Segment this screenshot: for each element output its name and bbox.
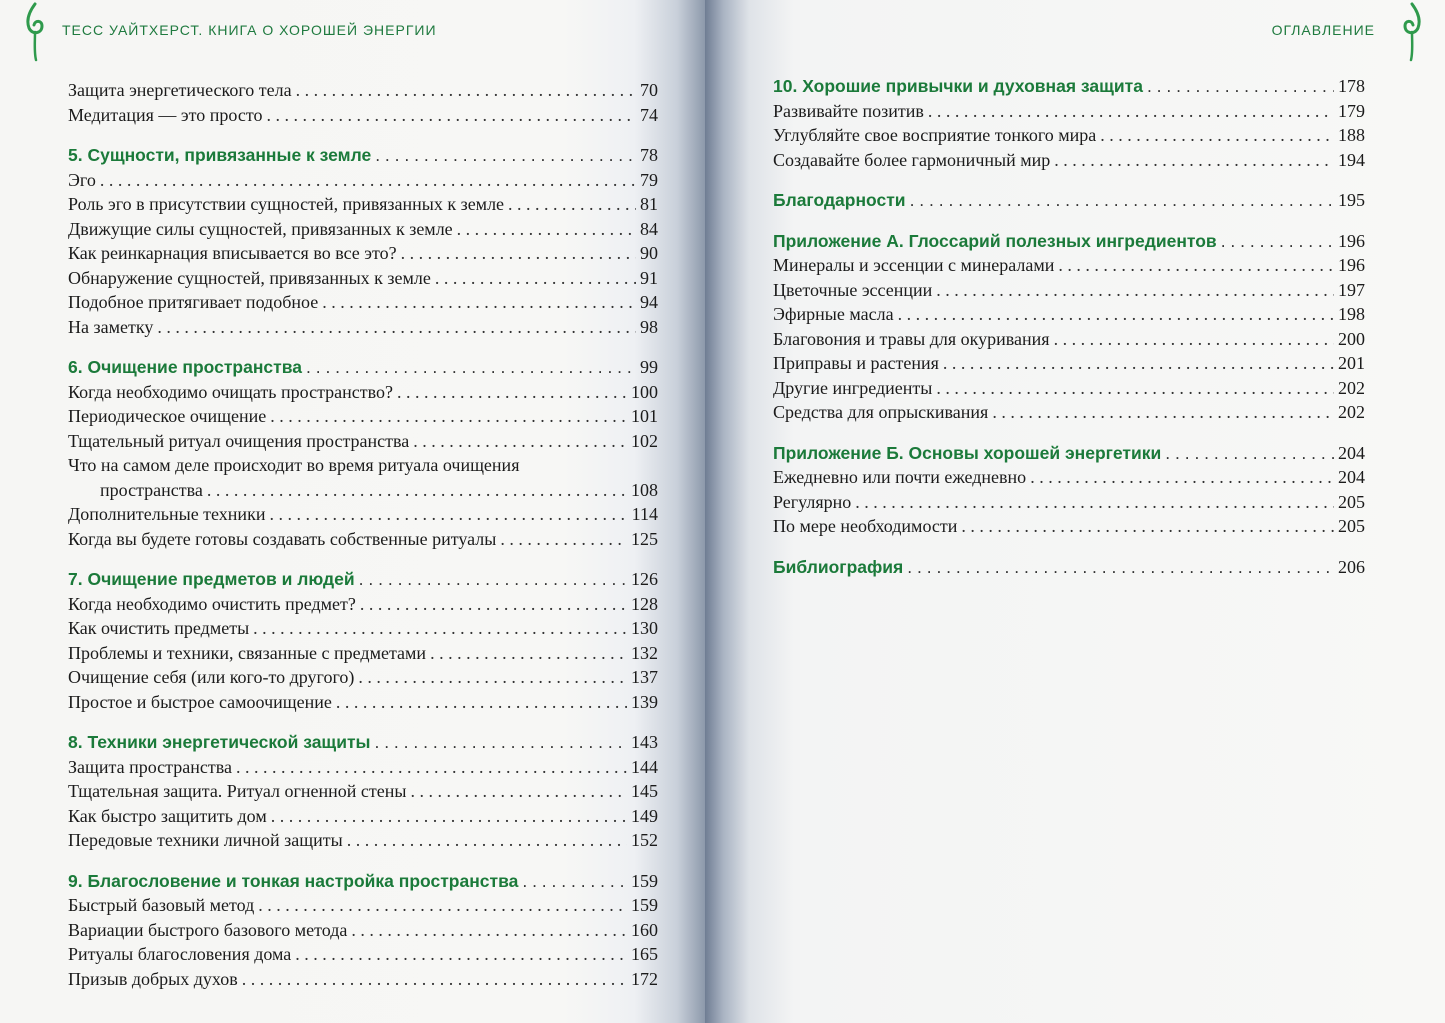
toc-entry <box>68 290 658 315</box>
entry-title: Передовые техники личной защиты <box>68 830 343 850</box>
entry-title: Приложение Б. Основы хорошей энергетики <box>773 442 1162 463</box>
page-number: 196 <box>1338 255 1365 275</box>
dot-leader <box>375 143 636 168</box>
entry-title: Когда вы будете готовы создавать собственные ритуалы <box>68 528 497 549</box>
page-number: 188 <box>1338 125 1365 145</box>
dot-leader <box>253 616 627 641</box>
entry-title: 6. Очищение пространства <box>68 357 302 377</box>
page-number: 84 <box>640 218 658 239</box>
toc-entry <box>773 148 1365 173</box>
page-number: 197 <box>1338 279 1365 300</box>
page-number: 179 <box>1338 100 1365 121</box>
page-number: 195 <box>1338 190 1365 210</box>
toc-entry <box>773 253 1365 278</box>
toc-entry <box>68 828 658 853</box>
entry-title: Вариации быстрого базового метода <box>68 919 348 940</box>
entry-title: Когда необходимо очищать пространство? <box>68 381 393 402</box>
entry-title: Быстрый базовый метод <box>68 895 255 915</box>
toc-entry <box>773 490 1365 515</box>
toc-entry <box>68 616 658 641</box>
toc-entry <box>68 168 658 193</box>
toc-list-right <box>773 74 1365 579</box>
dot-leader <box>992 400 1334 425</box>
toc-entry <box>68 527 658 552</box>
dot-leader <box>296 78 636 103</box>
toc-entry <box>68 942 658 967</box>
page-number: 143 <box>631 732 658 752</box>
entry-title: Дополнительные техники <box>68 504 266 524</box>
toc-entry <box>773 465 1365 490</box>
page-number: 126 <box>631 569 658 589</box>
entry-title: Как реинкарнация вписывается во все это? <box>68 243 397 263</box>
dot-leader <box>360 592 627 617</box>
page-number: 144 <box>631 756 658 777</box>
entry-title: Очищение себя (или кого-то другого) <box>68 667 355 687</box>
entry-title: пространства <box>100 479 203 500</box>
page-number: 137 <box>631 667 658 687</box>
toc-entry <box>68 918 658 943</box>
dot-leader <box>347 828 627 853</box>
toc-chapter-entry <box>773 188 1365 213</box>
entry-title: Приложение А. Глоссарий полезных ингредиентов <box>773 230 1217 251</box>
toc-chapter-entry <box>773 555 1365 580</box>
dot-leader <box>410 779 627 804</box>
dot-leader <box>1058 253 1334 278</box>
page-number: 74 <box>640 104 658 125</box>
entry-title: Тщательный ритуал очищения пространства <box>68 430 410 451</box>
entry-title: Проблемы и техники, связанные с предметами <box>68 642 427 663</box>
running-header: ТЕСС УАЙТХЕРСТ. КНИГА О ХОРОШЕЙ ЭНЕРГИИ <box>62 22 437 38</box>
page-number: 78 <box>640 145 658 165</box>
dot-leader <box>413 429 627 454</box>
toc-entry <box>68 502 658 527</box>
right-page <box>705 0 1445 1023</box>
dot-leader <box>351 918 627 943</box>
page-number: 102 <box>631 430 658 451</box>
page-number: 90 <box>640 243 658 263</box>
entry-title: Периодическое очищение <box>68 406 267 426</box>
toc-entry <box>68 217 658 242</box>
page-number: 172 <box>631 968 658 989</box>
entry-title: Как очистить предметы <box>68 618 250 638</box>
page-number: 196 <box>1338 230 1365 251</box>
entry-title: По мере необходимости <box>773 516 958 536</box>
toc-entry <box>68 192 658 217</box>
entry-title: Библиография <box>773 556 904 577</box>
toc-list-left <box>68 78 658 991</box>
page-number: 70 <box>640 80 658 100</box>
entry-title: Что на самом деле происходит во время ритуала очищения <box>68 455 520 475</box>
dot-leader <box>266 103 636 128</box>
toc-entry <box>68 967 658 992</box>
dot-leader <box>430 641 627 666</box>
entry-title: Тщательная защита. Ритуал огненной стены <box>68 781 407 801</box>
entry-title: Благодарности <box>773 190 906 210</box>
page-number: 201 <box>1338 353 1365 373</box>
entry-title: Ритуалы благословения дома <box>68 944 292 964</box>
page-number: 152 <box>631 830 658 850</box>
entry-title: Эго <box>68 169 96 190</box>
toc-entry <box>68 804 658 829</box>
page-number: 99 <box>640 357 658 377</box>
toc-entry <box>68 380 658 405</box>
toc-chapter-entry <box>68 143 658 168</box>
page-number: 108 <box>631 479 658 500</box>
toc-entry <box>773 400 1365 425</box>
toc-chapter-entry <box>68 355 658 380</box>
page-number: 194 <box>1338 149 1365 170</box>
page-number: 159 <box>631 895 658 915</box>
page-number: 94 <box>640 292 658 312</box>
toc-entry <box>773 123 1365 148</box>
entry-title: На заметку <box>68 316 154 337</box>
dot-leader <box>397 380 627 405</box>
page-number: 202 <box>1338 402 1365 422</box>
page-number: 206 <box>1338 556 1365 577</box>
dot-leader <box>855 490 1334 515</box>
dot-leader <box>1100 123 1334 148</box>
entry-title: Углубляйте свое восприятие тонкого мира <box>773 125 1097 145</box>
swirl-logo-icon <box>1397 2 1427 62</box>
entry-title: Роль эго в присутствии сущностей, привязанных к земле <box>68 194 505 214</box>
dot-leader <box>910 188 1334 213</box>
dot-leader <box>1054 148 1334 173</box>
page-number: 132 <box>631 642 658 663</box>
dot-leader <box>359 567 627 592</box>
toc-entry <box>68 453 658 478</box>
toc-chapter-entry <box>68 567 658 592</box>
dot-leader <box>961 514 1334 539</box>
dot-leader <box>295 942 627 967</box>
entry-title: Благовония и травы для окуривания <box>773 328 1050 349</box>
dot-leader <box>207 478 627 503</box>
dot-leader <box>401 241 636 266</box>
page-number: 204 <box>1338 467 1365 487</box>
page-number: 101 <box>631 406 658 426</box>
toc-entry <box>773 514 1365 539</box>
dot-leader <box>322 290 636 315</box>
page-number: 81 <box>640 194 658 214</box>
entry-title: Минералы и эссенции с минералами <box>773 255 1055 275</box>
entry-title: Другие ингредиенты <box>773 377 933 398</box>
page-number: 145 <box>631 781 658 801</box>
dot-leader <box>1165 441 1334 466</box>
dot-leader <box>374 730 627 755</box>
entry-title: Защита пространства <box>68 756 232 777</box>
running-header: ОГЛАВЛЕНИЕ <box>1271 22 1375 38</box>
dot-leader <box>1147 74 1334 99</box>
dot-leader <box>928 99 1334 124</box>
toc-entry <box>773 99 1365 124</box>
dot-leader <box>236 755 627 780</box>
entry-title: Средства для опрыскивания <box>773 402 989 422</box>
toc-entry <box>773 302 1365 327</box>
page-number: 139 <box>631 691 658 712</box>
entry-title: 9. Благословение и тонкая настройка пространства <box>68 870 519 891</box>
dot-leader <box>508 192 636 217</box>
dot-leader <box>898 302 1334 327</box>
dot-leader <box>1054 327 1334 352</box>
dot-leader <box>270 404 627 429</box>
dot-leader <box>907 555 1334 580</box>
toc-entry <box>68 893 658 918</box>
page-number: 202 <box>1338 377 1365 398</box>
toc-chapter-entry <box>68 730 658 755</box>
page-number: 165 <box>631 944 658 964</box>
entry-title: Простое и быстрое самоочищение <box>68 691 332 712</box>
dot-leader <box>936 376 1334 401</box>
entry-title: Эфирные масла <box>773 304 894 324</box>
entry-title: Развивайте позитив <box>773 100 924 121</box>
page-number: 128 <box>631 593 658 614</box>
page-number: 205 <box>1338 516 1365 536</box>
dot-leader <box>306 355 636 380</box>
toc-entry <box>773 278 1365 303</box>
toc-entry <box>68 429 658 454</box>
toc-entry <box>68 78 658 103</box>
dot-leader <box>943 351 1334 376</box>
toc-entry <box>68 665 658 690</box>
entry-title: Создавайте более гармоничный мир <box>773 149 1051 170</box>
entry-title: Подобное притягивает подобное <box>68 292 319 312</box>
dot-leader <box>269 502 627 527</box>
entry-title: Регулярно <box>773 491 852 512</box>
page-number: 91 <box>640 267 658 288</box>
toc-entry <box>68 315 658 340</box>
dot-leader <box>500 527 627 552</box>
toc-entry <box>68 241 658 266</box>
entry-title: Медитация — это просто <box>68 104 263 125</box>
toc-entry <box>68 779 658 804</box>
page-number: 200 <box>1338 328 1365 349</box>
page-number: 160 <box>631 919 658 940</box>
toc-entry <box>68 690 658 715</box>
dot-leader <box>100 168 636 193</box>
page-number: 205 <box>1338 491 1365 512</box>
page-number: 125 <box>631 528 658 549</box>
page-number: 159 <box>631 870 658 891</box>
page-number: 98 <box>640 316 658 337</box>
page-number: 114 <box>631 504 658 524</box>
page-number: 204 <box>1338 442 1365 463</box>
page-number: 100 <box>631 381 658 402</box>
page-number: 198 <box>1338 304 1365 324</box>
dot-leader <box>936 278 1334 303</box>
dot-leader <box>336 690 627 715</box>
left-page <box>0 0 705 1023</box>
dot-leader <box>435 266 636 291</box>
toc-chapter-entry <box>773 229 1365 254</box>
toc-entry <box>68 478 658 503</box>
dot-leader <box>1221 229 1334 254</box>
dot-leader <box>157 315 636 340</box>
toc-entry <box>68 404 658 429</box>
toc-chapter-entry <box>68 869 658 894</box>
toc-entry <box>68 103 658 128</box>
toc-chapter-entry <box>773 74 1365 99</box>
dot-leader <box>522 869 627 894</box>
page-number: 130 <box>631 618 658 638</box>
dot-leader <box>242 967 627 992</box>
entry-title: Ежедневно или почти ежедневно <box>773 467 1027 487</box>
dot-leader <box>457 217 636 242</box>
entry-title: Обнаружение сущностей, привязанных к земле <box>68 267 431 288</box>
toc-entry <box>773 376 1365 401</box>
entry-title: Призыв добрых духов <box>68 968 238 989</box>
page-number: 178 <box>1338 76 1365 96</box>
entry-title: Как быстро защитить дом <box>68 805 267 826</box>
toc-chapter-entry <box>773 441 1365 466</box>
entry-title: Движущие силы сущностей, привязанных к земле <box>68 218 453 239</box>
swirl-logo-icon <box>20 2 50 62</box>
dot-leader <box>358 665 627 690</box>
entry-title: 5. Сущности, привязанные к земле <box>68 145 372 165</box>
entry-title: Когда необходимо очистить предмет? <box>68 593 356 614</box>
entry-title: Защита энергетического тела <box>68 80 292 100</box>
toc-entry <box>773 351 1365 376</box>
page-number: 149 <box>631 805 658 826</box>
page-number: 79 <box>640 169 658 190</box>
entry-title: 10. Хорошие привычки и духовная защита <box>773 76 1143 96</box>
toc-entry <box>773 327 1365 352</box>
dot-leader <box>1030 465 1334 490</box>
entry-title: 7. Очищение предметов и людей <box>68 569 355 589</box>
toc-entry <box>68 641 658 666</box>
dot-leader <box>258 893 627 918</box>
toc-entry <box>68 266 658 291</box>
entry-title: Приправы и растения <box>773 353 939 373</box>
entry-title: 8. Техники энергетической защиты <box>68 732 371 752</box>
dot-leader <box>271 804 627 829</box>
toc-entry <box>68 592 658 617</box>
entry-title: Цветочные эссенции <box>773 279 933 300</box>
toc-entry <box>68 755 658 780</box>
